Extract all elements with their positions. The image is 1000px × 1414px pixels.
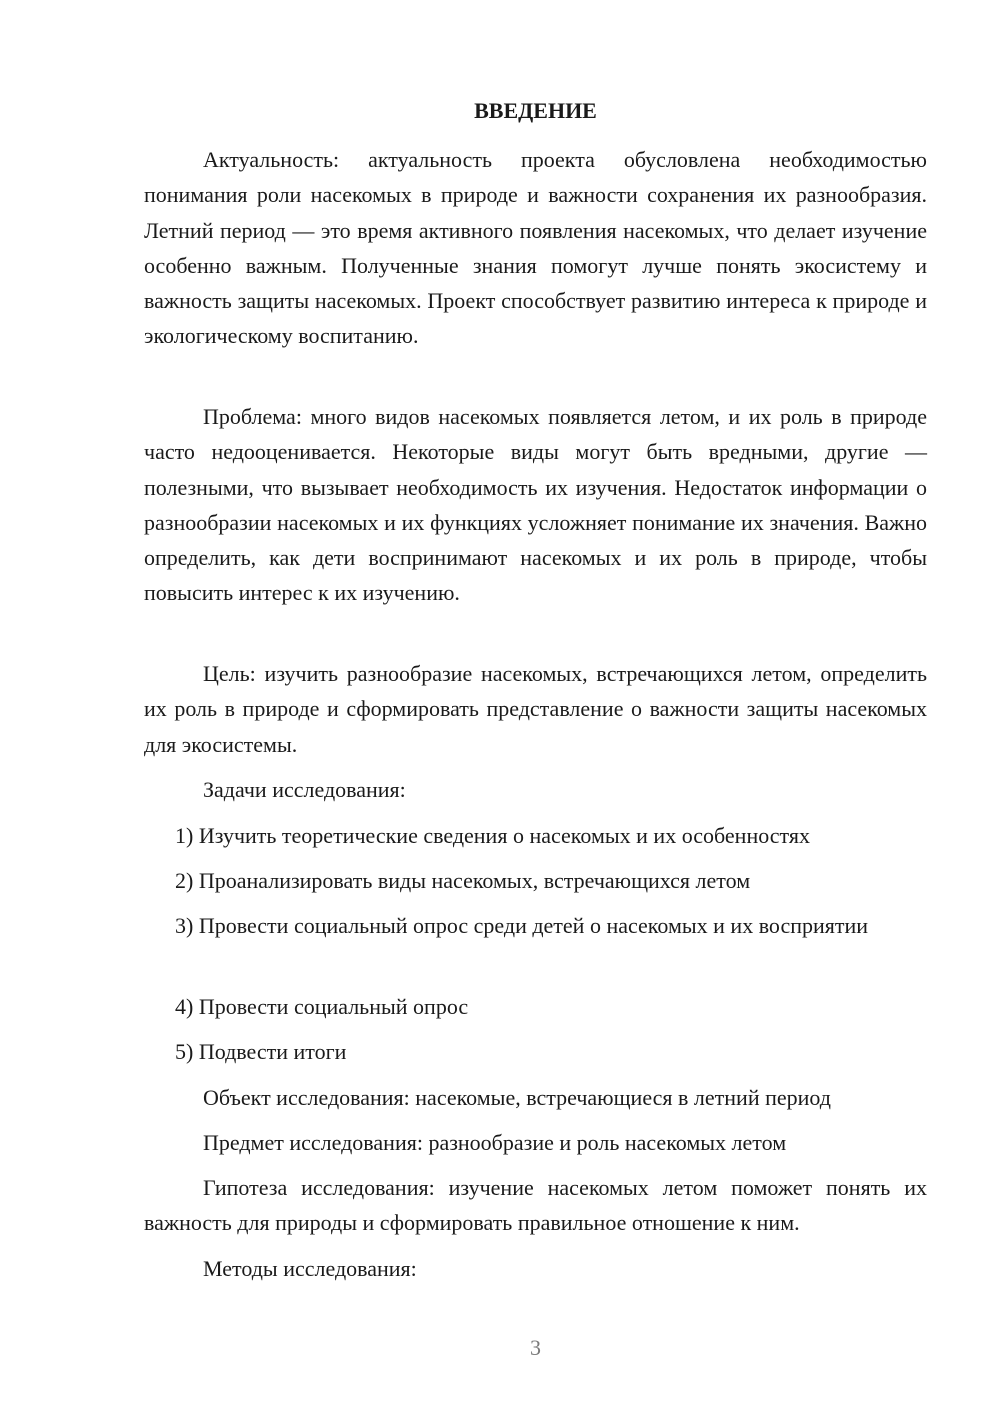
paragraph-problem: Проблема: много видов насекомых появляется летом, и их роль в природе часто недооценивается. Некоторые виды могут быть вредными, другие — полезными, что вызывает необходимость их изучения. Недостаток информации о разнообразии насекомых и их функциях усложняет понимание их значения. Важно определить, как дети воспринимают насекомых и их роль в природе, чтобы повысить интерес к их изучению.	[144, 404, 927, 606]
tasks-heading: Задачи исследования:	[203, 777, 406, 802]
task-item-5: 5) Подвести итоги	[175, 1039, 347, 1064]
task-item-4: 4) Провести социальный опрос	[175, 994, 469, 1019]
paragraph-relevance: Актуальность: актуальность проекта обусловлена необходимостью понимания роли насекомых в природе и важности сохранения их разнообразия. Летний период — это время активного появления насекомых, что делает изучение особенно важным. Полученные знания помогут лучше понять экосистему и важность защиты насекомых. Проект способствует развитию интереса к природе и экологическому воспитанию.	[144, 147, 927, 349]
research-methods: Методы исследования:	[203, 1256, 417, 1281]
task-item-2: 2) Проанализировать виды насекомых, встречающихся летом	[175, 868, 751, 893]
page-number: 3	[530, 1335, 541, 1360]
document-page	[144, 0, 927, 1414]
task-item-1: 1) Изучить теоретические сведения о насекомых и их особенностях	[175, 823, 810, 848]
paragraph-goal: Цель: изучить разнообразие насекомых, встречающихся летом, определить их роль в природе и сформировать представление о важности защиты насекомых для экосистемы.	[144, 661, 927, 757]
task-item-3: 3) Провести социальный опрос среди детей о насекомых и их восприятии	[175, 913, 869, 938]
section-title: ВВЕДЕНИЕ	[474, 98, 597, 123]
research-object: Объект исследования: насекомые, встречающиеся в летний период	[203, 1085, 831, 1110]
research-hypothesis: Гипотеза исследования: изучение насекомых летом поможет понять их важность для природы и сформировать правильное отношение к ним.	[144, 1175, 927, 1236]
research-subject: Предмет исследования: разнообразие и роль насекомых летом	[203, 1130, 787, 1155]
